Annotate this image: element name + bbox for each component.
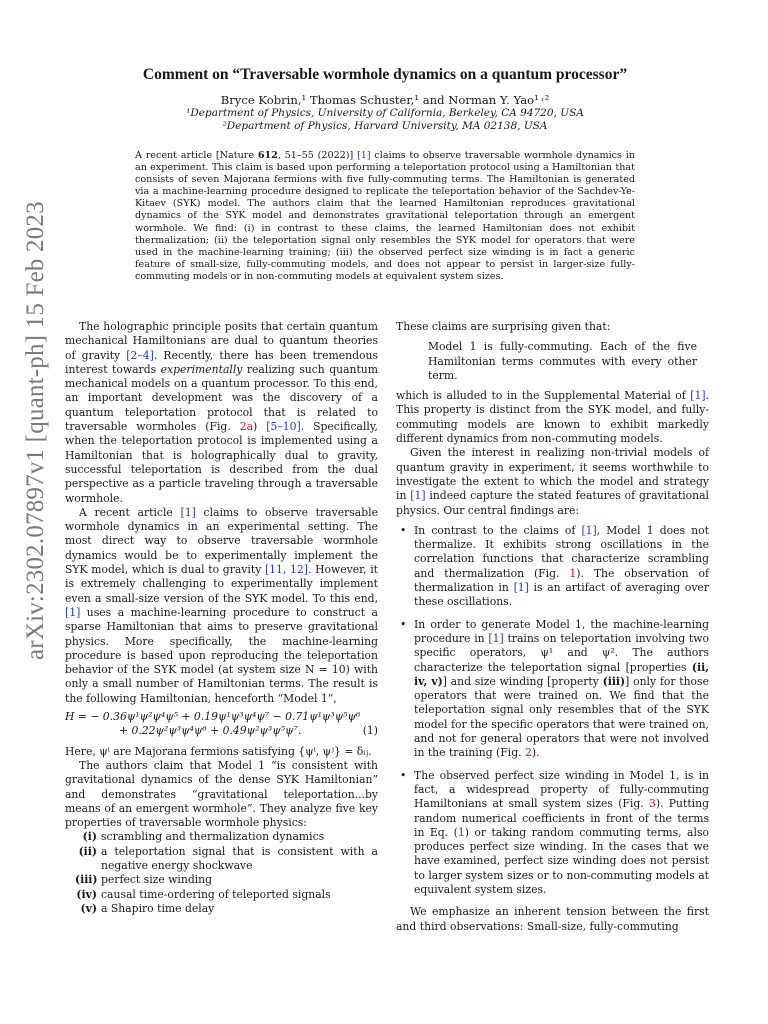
list-item: (v) a Shapiro time delay xyxy=(80,901,215,915)
abstract: A recent article [Nature 612, 51–55 (2022)] [1] claims to observe traversable wormhole dynamics in an experiment. This claim is based upon performing a teleportation protocol using a Hamiltonian that consists of seven Majorana fermions with five fully-commuting terms. The Hamiltonian is generated via a machine-learning procedure designed to replicate the teleportation behavior of the Sachdev-Ye-Kitaev (SYK) model. The authors claim that the learned Hamiltonian reproduces gravitational dynamics of the SYK model and demonstrates gravitational teleportation through an emergent wormhole. We find: (i) in contrast to these claims, the learned Hamiltonian does not exhibit thermalization; (ii) the teleportation signal only resembles the SYK model for operators that were used in the machine-learning training; (iii) the observed perfect size winding is in fact a generic feature of small-size, fully-commuting models, and does not appear to persist in larger-size fully-commuting models or in non-commuting models at equivalent system sizes. xyxy=(135,150,635,282)
list-item: (i) scrambling and thermalization dynamics xyxy=(82,830,325,844)
list-item: • In contrast to the claims of [1], Model 1 does not thermalize. It exhibits strong oscillations in the correlation functions that characterize scrambling and thermalization (Fig. 1). The observation of thermalization in [1] is an artifact of averaging over these oscillations. xyxy=(400,523,709,609)
citation-link[interactable]: [1] xyxy=(690,389,706,403)
equation-number: (1) xyxy=(362,724,378,738)
list-item: (iv) causal time-ordering of teleported signals xyxy=(76,887,331,901)
model-statement: Model 1 is fully-commuting. Each of the five Hamiltonian terms commutes with every other term. xyxy=(428,340,697,382)
paragraph: These claims are surprising given that: xyxy=(396,320,611,333)
arxiv-identifier: arXiv:2302.07897v1 [quant-ph] 15 Feb 2023 xyxy=(22,201,49,660)
bullet-icon: • xyxy=(400,523,407,537)
citation-link[interactable]: [11, 12] xyxy=(264,563,308,577)
list-item: • The observed perfect size winding in Model 1, is in fact, a widespread property of fully-commuting Hamiltonians at small system sizes (Fig. 3). Putting random numerical coefficients in front of the terms in Eq. (1) or taking random commuting terms, also produces perfect size winding. In the cases that we have examined, perfect size winding does not persist to larger system sizes or to non-commuting models at equivalent system sizes. xyxy=(400,768,709,896)
figure-link[interactable]: 1 xyxy=(569,566,577,580)
paragraph: We emphasize an inherent tension between the first and third observations: Small-size, fully-commuting xyxy=(396,905,709,933)
figure-link[interactable]: 2 xyxy=(524,746,532,760)
paper-title: Comment on “Traversable wormhole dynamics on a quantum processor” xyxy=(142,66,628,83)
equation-line-1: H = − 0.36ψ¹ψ²ψ⁴ψ⁵ + 0.19ψ¹ψ³ψ⁴ψ⁷ − 0.71ψ¹ψ³ψ⁵ψ⁶ xyxy=(65,710,361,724)
paragraph: Given the interest in realizing non-trivial models of quantum gravity in experiment, it seems worthwhile to investigate the extent to which the model and strategy in [1] indeed capture the stated features of gravitational physics. Our central findings are: xyxy=(396,446,709,517)
equation-link[interactable]: 1 xyxy=(457,825,465,839)
list-item: (iii) perfect size winding xyxy=(75,873,213,887)
paragraph: which is alluded to in the Supplemental Material of [1]. This property is distinct from the SYK model, and fully-commuting models are known to exhibit markedly different dynamics from non-commuting models. xyxy=(396,389,709,446)
author-list: Bryce Kobrin,¹ Thomas Schuster,¹ and Norman Y. Yao¹ ˒² xyxy=(220,93,550,107)
citation-link[interactable]: [1] xyxy=(488,631,504,645)
findings-list xyxy=(396,524,709,897)
paragraph: The holographic principle posits that certain quantum mechanical Hamiltonians are dual to quantum theories of gravity [2–4]. Recently, there has been tremendous interest towards experimentally realizing such quantum mechanical models on a quantum processor. To this end, an important development was the discovery of a quantum teleportation protocol that is related to traversable wormholes (Fig. 2a) [5–10]. Specifically, when the teleportation protocol is implemented using a Hamiltonian that is holographically dual to gravity, successful teleportation is described from the dual perspective as a particle traveling through a traversable wormhole. xyxy=(65,320,378,505)
citation-link[interactable]: [1] xyxy=(357,150,371,161)
equation-model-1 xyxy=(65,710,378,739)
bullet-icon: • xyxy=(400,617,407,631)
list-item: (ii) a teleportation signal that is consistent with a negative energy shockwave xyxy=(78,844,378,872)
affiliation-2: ²Department of Physics, Harvard University, MA 02138, USA xyxy=(222,120,548,132)
paragraph: The authors claim that Model 1 “is consistent with gravitational dynamics of the dense SYK Hamiltonian” and demonstrates “gravitational teleportation...by means of an emergent wormhole”. They analyze five key properties of traversable wormhole physics: xyxy=(65,758,378,830)
paragraph: A recent article [1] claims to observe traversable wormhole dynamics in an experimental setting. The most direct way to observe traversable wormhole dynamics would be to experimentally implement the SYK model, which is dual to gravity [11, 12]. However, it is extremely challenging to experimentally implement even a small-size version of the SYK model. To this end, [1] uses a machine-learning procedure to construct a sparse Hamiltonian that aims to preserve gravitational physics. More specifically, the machine-learning procedure is based upon reproducing the teleportation behavior of the SYK model (at system size N = 10) with only a small number of Hamiltonian terms. The result is the following Hamiltonian, henceforth “Model 1”, xyxy=(65,505,378,705)
citation-link[interactable]: [1] xyxy=(180,505,196,519)
citation-link[interactable]: [5–10] xyxy=(266,420,301,434)
citation-link[interactable]: [1] xyxy=(581,523,597,537)
left-column xyxy=(65,320,378,916)
equation-line-2: + 0.22ψ²ψ³ψ⁴ψ⁶ + 0.49ψ²ψ³ψ⁵ψ⁷. xyxy=(119,724,302,738)
paper-header xyxy=(100,66,670,133)
paragraph: Here, ψⁱ are Majorana fermions satisfying {ψⁱ, ψʲ} = δᵢⱼ. xyxy=(65,744,372,758)
citation-link[interactable]: [1] xyxy=(65,605,81,619)
figure-link[interactable]: 3 xyxy=(648,797,656,811)
right-column xyxy=(396,320,709,934)
list-item: • In order to generate Model 1, the machine-learning procedure in [1] trains on teleportation involving two specific operators, ψ¹ and ψ². The authors characterize the teleportation signal [properties (ii, iv, v)] and size winding [property (iii)] only for those operators that were trained on. We find that the teleportation signal only resembles that of the SYK model for the specific operators that were trained on, and not for general operators that were not involved in the training (Fig. 2). xyxy=(400,617,709,760)
citation-link[interactable]: [2–4] xyxy=(126,348,154,362)
affiliation-1: ¹Department of Physics, University of California, Berkeley, CA 94720, USA xyxy=(186,107,584,119)
citation-link[interactable]: [1] xyxy=(410,489,426,503)
citation-link[interactable]: [1] xyxy=(513,581,529,595)
property-list xyxy=(75,830,378,916)
figure-link[interactable]: 2a xyxy=(239,420,254,434)
bullet-icon: • xyxy=(400,768,407,782)
